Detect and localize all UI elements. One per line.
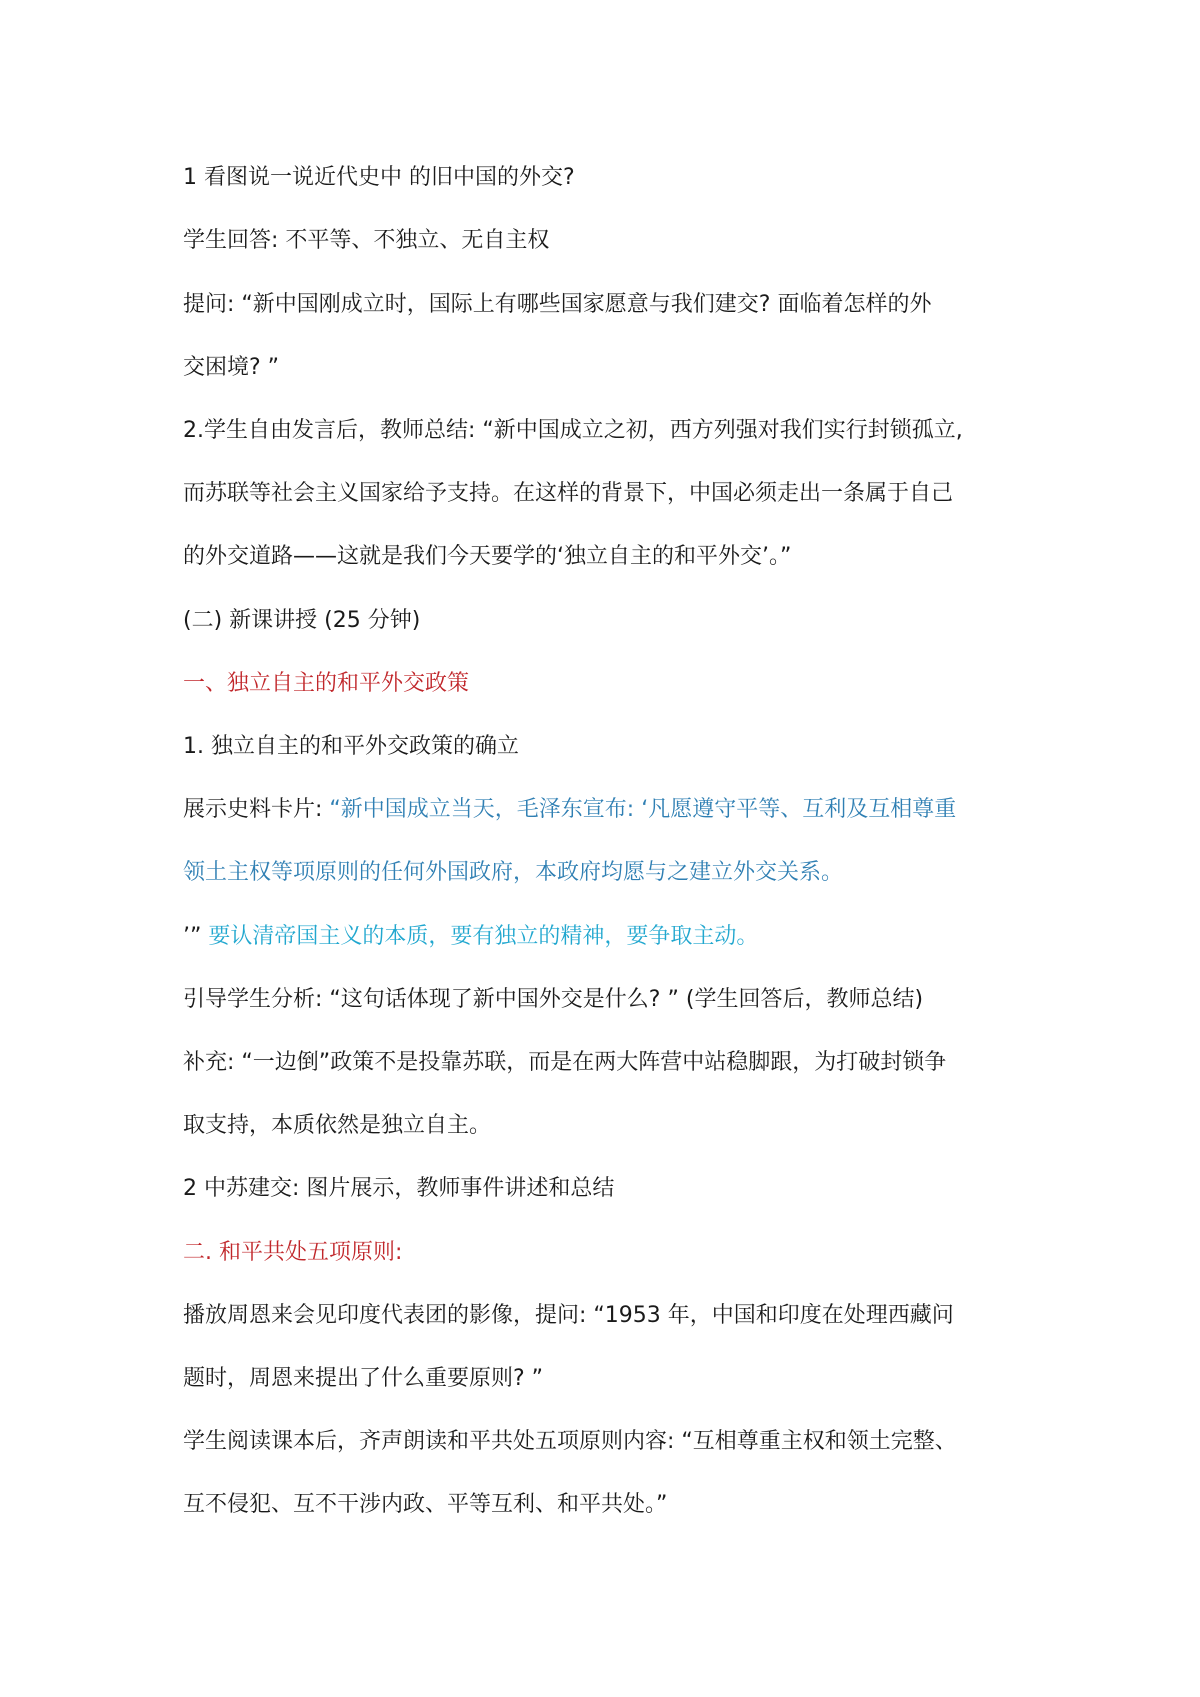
- principles-reading-line-1: 学生阅读课本后，齐声朗读和平共处五项原则内容: “互相尊重主权和领土完整、: [183, 1429, 957, 1454]
- historical-card-line-3: [183, 922, 1043, 952]
- historical-card-line-1: [183, 795, 1043, 825]
- student-answer-line: 学生回答: 不平等、不独立、无自主权: [183, 228, 550, 253]
- quote-close-mark: ’”: [183, 924, 209, 949]
- section-heading-new-lesson: (二) 新课讲授 (25 分钟): [183, 608, 421, 633]
- video-question-line-1: 播放周恩来会见印度代表团的影像，提问: “1953 年，中国和印度在处理西藏问: [183, 1303, 954, 1328]
- sino-soviet-line: 2 中苏建交: 图片展示，教师事件讲述和总结: [183, 1176, 615, 1201]
- summary-line-3: 的外交道路——这就是我们今天要学的‘独立自主的和平外交’。”: [183, 544, 792, 569]
- card-label: 展示史料卡片:: [183, 797, 330, 822]
- heading-five-principles: 二. 和平共处五项原则:: [183, 1240, 403, 1265]
- question-line: 1 看图说一说近代史中 的旧中国的外交?: [183, 165, 575, 190]
- supplement-line-1: 补充: “一边倒”政策不是投靠苏联，而是在两大阵营中站稳脚跟，为打破封锁争: [183, 1050, 947, 1075]
- supplement-line-2: 取支持，本质依然是独立自主。: [183, 1113, 492, 1138]
- summary-line-1: 2.学生自由发言后，教师总结: “新中国成立之初，西方列强对我们实行封锁孤立,: [183, 418, 963, 443]
- video-question-line-2: 题时，周恩来提出了什么重要原则? ”: [183, 1366, 544, 1391]
- principles-reading-line-2: 互不侵犯、互不干涉内政、平等互利、和平共处。”: [183, 1492, 668, 1517]
- guided-analysis-line: 引导学生分析: “这句话体现了新中国外交是什么? ” (学生回答后，教师总结): [183, 987, 924, 1012]
- teacher-question-line-1: 提问: “新中国刚成立时，国际上有哪些国家愿意与我们建交? 面临着怎样的外: [183, 292, 932, 317]
- summary-line-2: 而苏联等社会主义国家给予支持。在这样的背景下，中国必须走出一条属于自己: [183, 481, 954, 506]
- card-quote: “新中国成立当天，毛泽东宣布: ‘凡愿遵守平等、互利及互相尊重: [329, 797, 957, 822]
- subheading-policy-establishment: 1. 独立自主的和平外交政策的确立: [183, 734, 519, 759]
- historical-card-line-2: 领土主权等项原则的任何外国政府，本政府均愿与之建立外交关系。: [183, 860, 844, 885]
- teacher-question-line-2: 交困境? ”: [183, 355, 280, 380]
- imperialism-note: 要认清帝国主义的本质，要有独立的精神，要争取主动。: [208, 924, 759, 949]
- heading-independent-policy: 一、独立自主的和平外交政策: [183, 671, 470, 696]
